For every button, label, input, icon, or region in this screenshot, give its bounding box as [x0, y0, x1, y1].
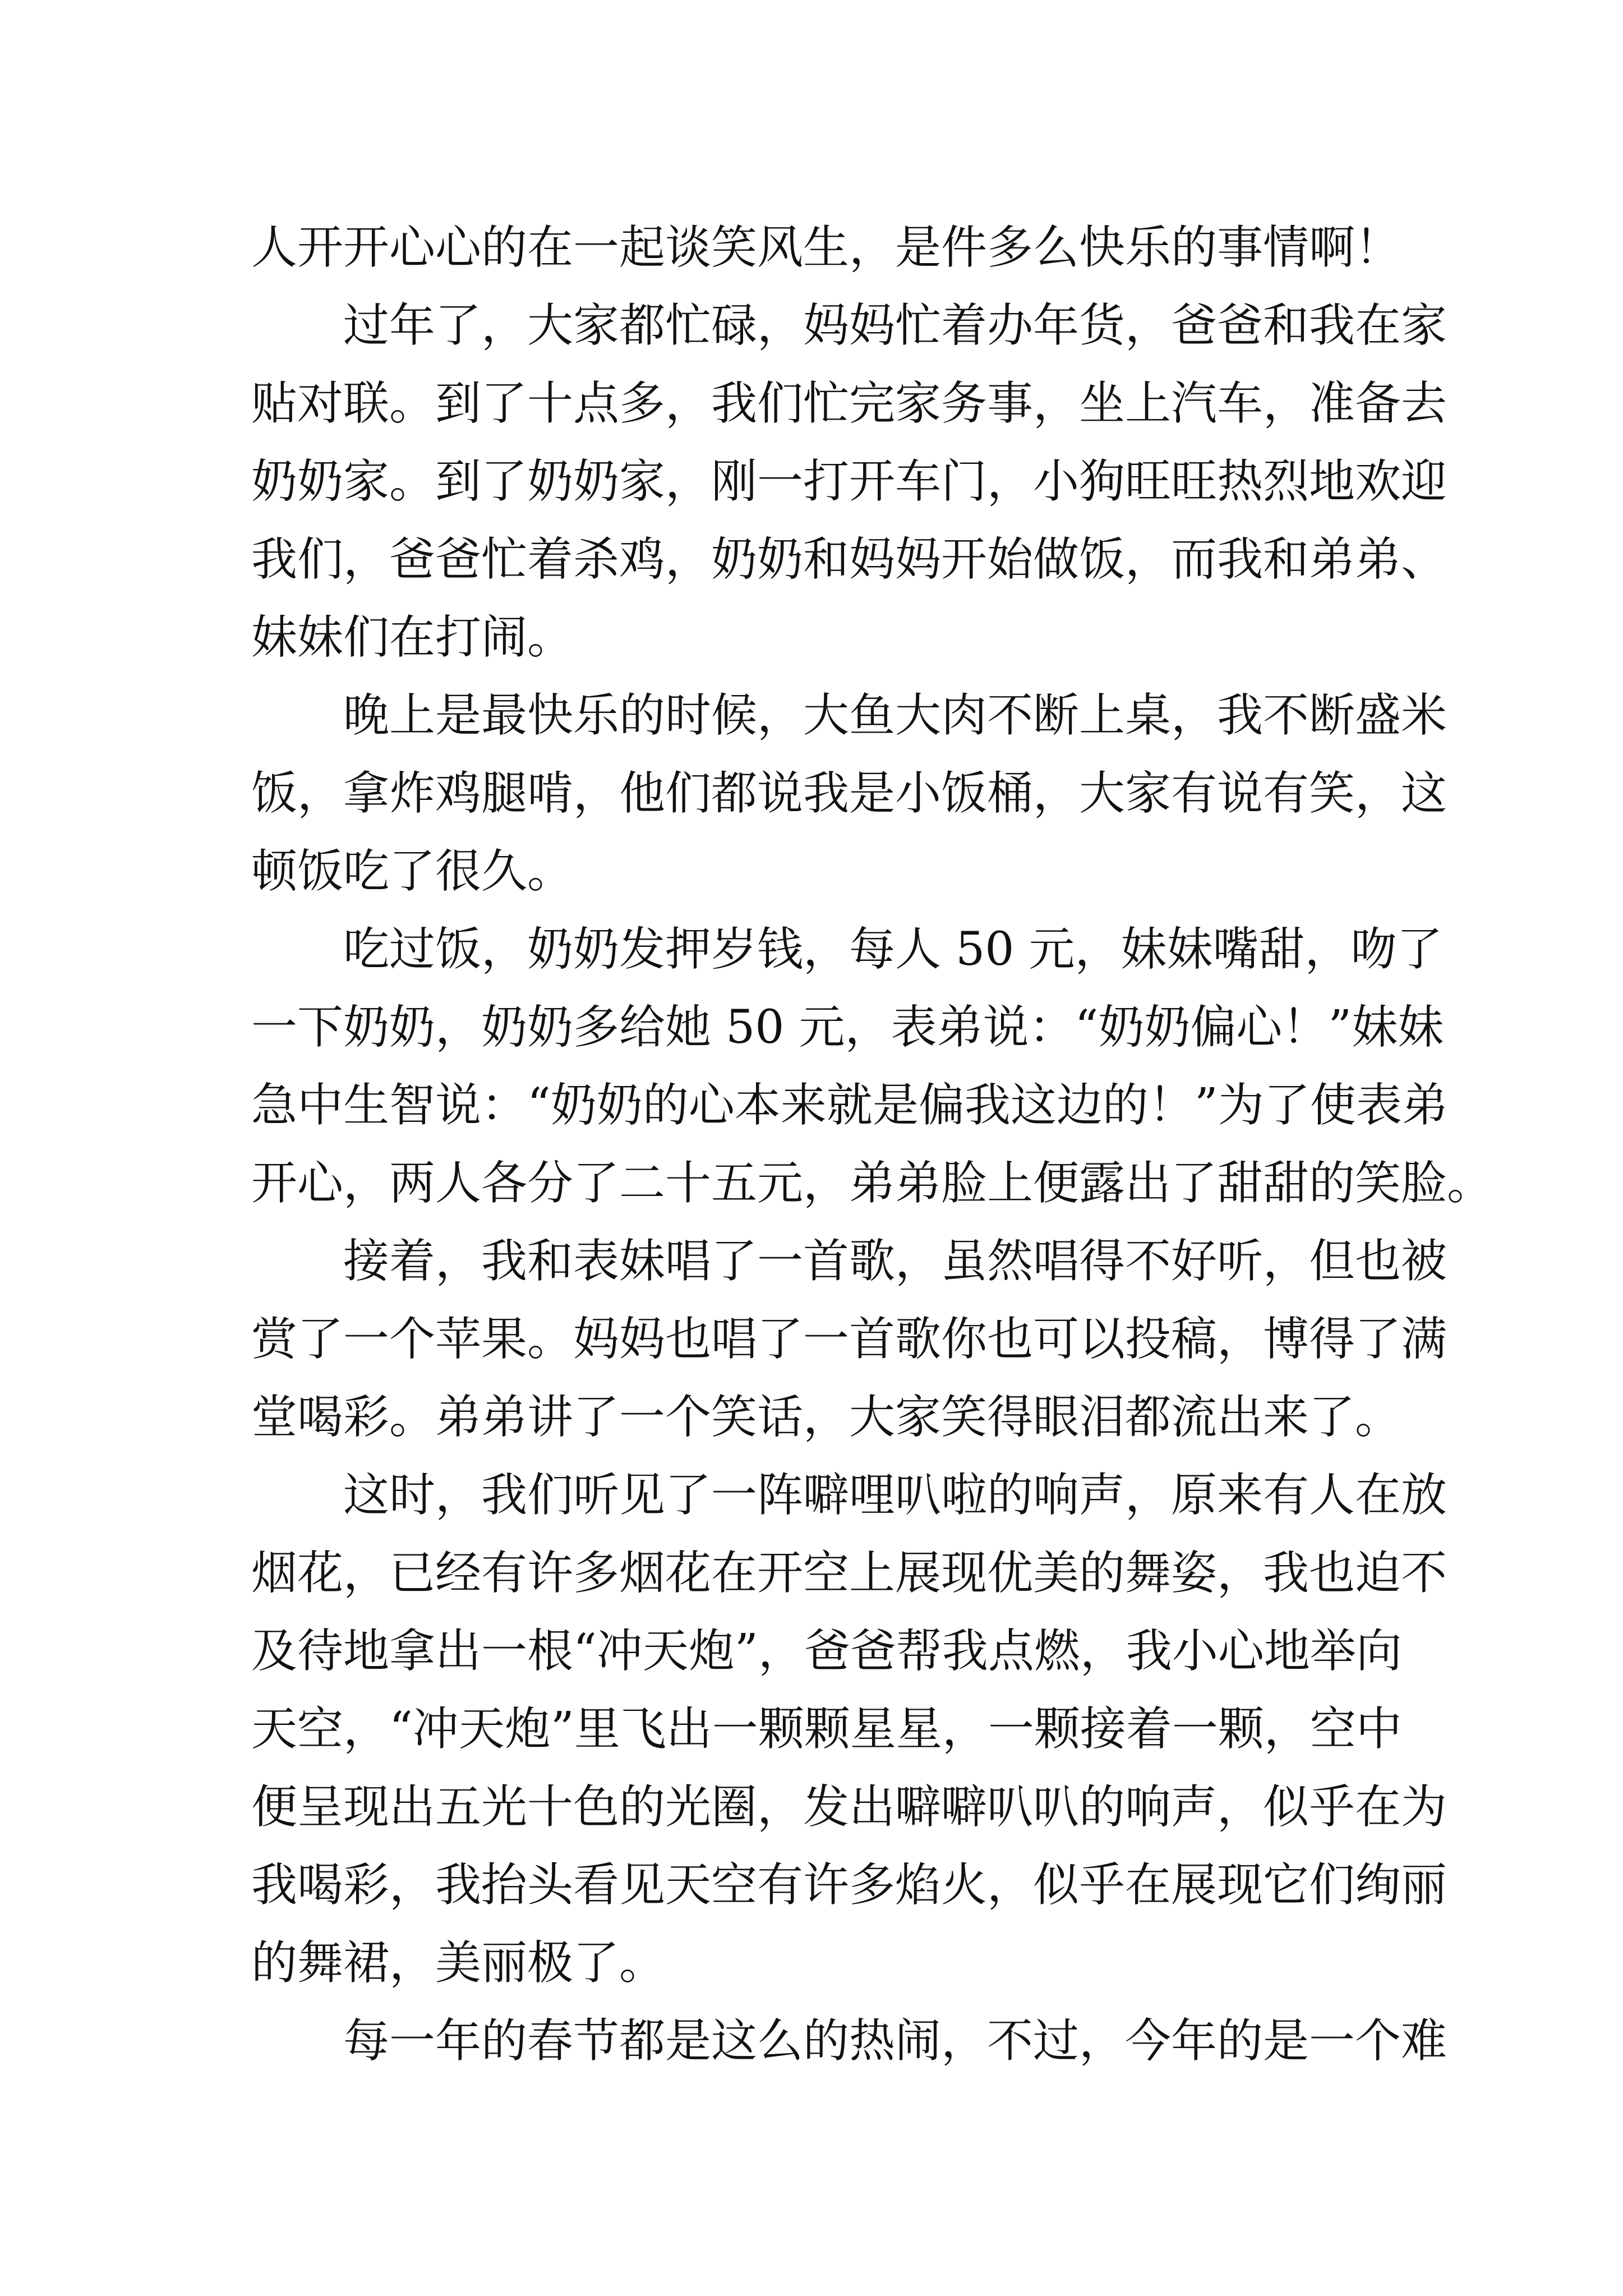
- text-line: 的舞裙，美丽极了。: [251, 1936, 666, 1990]
- text-line: 奶奶家。到了奶奶家，刚一打开车门，小狗旺旺热烈地欢迎: [251, 455, 1447, 508]
- text-line: 晚上是最快乐的时候，大鱼大肉不断上桌，我不断盛米: [251, 689, 1447, 742]
- text-line: 赏了一个苹果。妈妈也唱了一首歌你也可以投稿，博得了满: [251, 1313, 1447, 1366]
- text-line: 我们，爸爸忙着杀鸡，奶奶和妈妈开始做饭，而我和弟弟、: [251, 533, 1447, 586]
- text-line: 顿饭吃了很久。: [251, 845, 574, 898]
- text-line: 饭，拿炸鸡腿啃，他们都说我是小饭桶，大家有说有笑，这: [251, 767, 1447, 820]
- text-line: 开心，两人各分了二十五元，弟弟脸上便露出了甜甜的笑脸。: [251, 1157, 1493, 1210]
- text-line: 吃过饭，奶奶发押岁钱，每人 50 元，妹妹嘴甜，吻了: [251, 923, 1443, 976]
- text-line: 每一年的春节都是这么的热闹，不过，今年的是一个难: [251, 2014, 1447, 2068]
- text-line: 便呈现出五光十色的光圈，发出噼噼叭叭的响声，似乎在为: [251, 1780, 1447, 1834]
- text-line: 过年了，大家都忙碌，妈妈忙着办年货，爸爸和我在家: [251, 299, 1447, 352]
- text-line: 堂喝彩。弟弟讲了一个笑话，大家笑得眼泪都流出来了。: [251, 1391, 1401, 1444]
- text-line: 妹妹们在打闹。: [251, 611, 574, 664]
- text-line: 贴对联。到了十点多，我们忙完家务事，坐上汽车，准备去: [251, 377, 1447, 430]
- document-body: [251, 209, 1493, 2080]
- text-line: 这时，我们听见了一阵噼哩叭啦的响声，原来有人在放: [251, 1469, 1447, 1522]
- text-line: 一下奶奶，奶奶多给她 50 元，表弟说：“奶奶偏心！”妹妹: [251, 1001, 1444, 1054]
- text-line: 天空，“冲天炮”里飞出一颗颗星星，一颗接着一颗，空中: [251, 1703, 1402, 1756]
- text-line: 及待地拿出一根“冲天炮”，爸爸帮我点燃，我小心地举向: [251, 1625, 1402, 1678]
- text-line: 接着，我和表妹唱了一首歌，虽然唱得不好听，但也被: [251, 1235, 1447, 1288]
- text-line: 我喝彩，我抬头看见天空有许多焰火，似乎在展现它们绚丽: [251, 1858, 1447, 1912]
- text-line: 急中生智说：“奶奶的心本来就是偏我这边的！”为了使表弟: [251, 1079, 1448, 1132]
- text-line: 烟花，已经有许多烟花在开空上展现优美的舞姿，我也迫不: [251, 1547, 1447, 1600]
- text-line: 人开开心心的在一起谈笑风生，是件多么快乐的事情啊！: [251, 221, 1401, 274]
